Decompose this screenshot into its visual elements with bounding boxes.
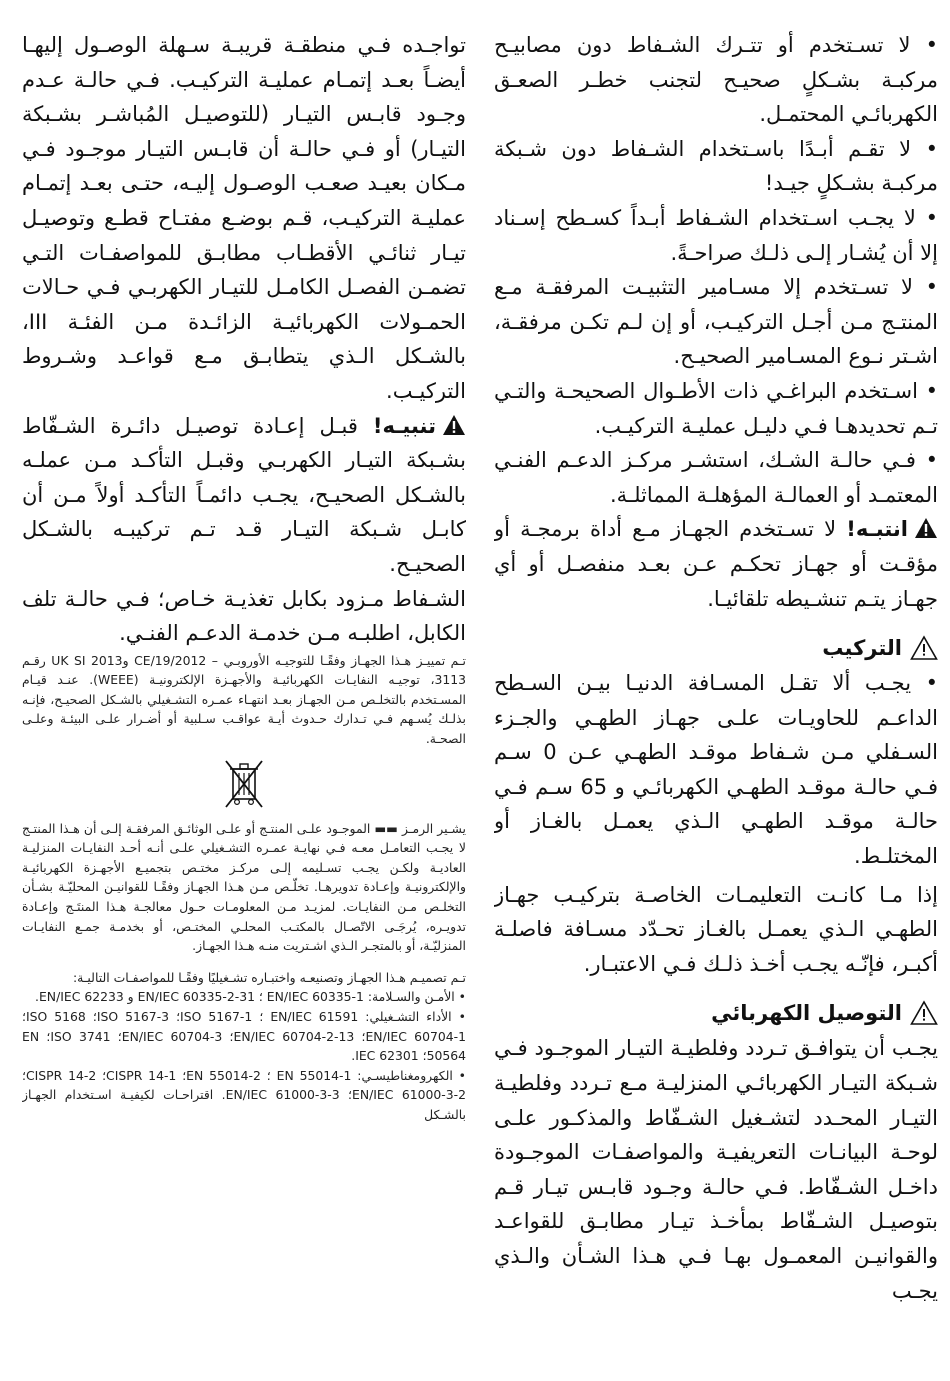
left-column — [22, 28, 466, 1371]
standards-intro: تـم تصميـم هـذا الجهـاز وتصنيعـه واختبـاره تشـغيليًا وفقًـا للمواصفـات التاليـة: — [72, 969, 466, 985]
safety-bullet: • فـي حالـة الشـك، استشـر مركـز الدعـم الفنـي المعتمـد أو العمالـة المؤهلـة المماثلـة. — [494, 448, 938, 507]
safety-bullet: • لا تسـتخدم أو تتـرك الشـفاط دون مصابيـح مركبـة بشـكلٍ صحيـح لتجنب خطـر الصعـق الكهربائـي المحتمـل. — [494, 33, 938, 127]
warning-label: انتبـه! — [846, 517, 908, 542]
warning-text: لا تسـتخدم الجهـاز مـع أداة برمجـة أو مؤقـت أو جهـاز تحكـم عـن بعـد منفصـل أو أي جهـاز يتـم تنشـيطه تلقائيـا. — [494, 517, 938, 611]
electrical-heading — [494, 995, 938, 1031]
installation-paragraph: • يجـب ألا تقـل المسـافة الدنيـا بيـن السـطح الداعـم للحاويـات علـى جهـاز الطهـي والجـزء السـفلي مـن شـفاط موقـد الطهـي عـن 0 سـم فـي حالـة موقـد الطهـي الكهربائـي و 65 سـم فـي حالـة موقـد الطهـي الـذي يعمـل بالغـاز أو المختلـط. — [494, 671, 938, 869]
warning-outline-icon — [910, 635, 938, 661]
weee-symbol-paragraph: يشـير الرمـز ▬▬ الموجـود علـى المنتـج أو علـى الوثائـق المرفقـة إلـى أن هـذا المنتـج لا يجـب التعامـل معـه فـي نهايـة عمـره التشـغيلي علـى أنـه أحـد النفايـات المنزليـة العاديـة ولكـن يجـب تسـليمه إلـى مركـز مختـص بتجميـع الأجهـزة الكهربائيـة والإلكترونيـة وإعـادة تدويرهـا. تخلّـص مـن هـذا الجهـاز وفقًـا للقوانيـن المحليّـة بشـأن التخلـص مـن النفايـات. لمزيـد مـن المعلومـات حـول معالجـة هـذا المنتَـج وإعـادة تدويـره، يُرجَـى الاتّصـال بالمكتـب المحلـي المختـص، أو بخدمـة جمـع النفايـات المنزليّـة، أو بالمتجـر الـذي اشـتريت منـه هـذا الجهـاز. — [22, 820, 466, 954]
warning-paragraph — [494, 512, 938, 616]
installation-heading — [494, 630, 938, 666]
safety-bullet: • لا يجـب اسـتخدام الشـفاط أبـداً كسـطح إسـناد إلا أن يُشـار إلـى ذلـك صراحـةً. — [494, 205, 938, 265]
installation-heading-text: التركيب — [822, 636, 902, 661]
electrical-paragraph: يجـب أن يتوافـق تـردد وفلطيـة التيـار الموجـود فـي شـبكة التيـار الكهربائـي المنزليـة مـع تـردد وفلطيـة التيـار المحـدد لتشـغيل الشـفّاط والمذكـور علـى لوحـة البيانـات التعريفيـة والمواصفـات الموجـودة داخـل الشـفّاط. فـي حالـة وجـود قابـس تيـار قـم بتوصيـل الشـفّاط بمأخـذ تيـار مطابـق للقواعـد والقوانيـن المعمـول بهـا فـي هـذا الشـأن والـذي يجـب — [494, 1036, 938, 1303]
safety-bullet: • لا تسـتخدم إلا مسـامير التثبيـت المرفقـة مـع المنتـج مـن أجـل التركيـب، أو إن لـم تكـن مرفقـة، اشـتر نـوع المسـامير الصحيـح. — [494, 275, 938, 369]
safety-bullet: • اسـتخدم البراغـي ذات الأطـوال الصحيحـة والتـي تـم تحديدهـا فـي دليـل عمليـة التركيـب. — [494, 378, 938, 438]
right-column — [494, 28, 938, 1371]
electrical-continuation: تواجـده فـي منطقـة قريبـة سـهلة الوصـول إليهـا أيضـاً بعـد إتمـام عمليـة التركيـب. فـي حالـة عـدم وجـود قابـس التيـار (للتوصيـل المُباشـر بشـبكة التيـار) أو فـي حالـة أن قابـس التيـار موجـود فـي مـكان بعيـد صعـب الوصـول إليـه، حتـى بعـد إتمـام عمليـة التركيـب، قـم بوضـع مفتـاح قطـع وتوصيـل تيـار ثنائـي الأقطـاب مطابـق للمواصفـات التـي تضمـن الفصـل الكامـل للتيـار الكهربـي فـي حـالات الحمـولات الكهربائيـة الزائـدة مـن الفئـة III، بالشـكل الـذي يتطابـق مـع قواعـد وشـروط التركيـب. — [22, 33, 466, 403]
weee-paragraph: تـم تمييـز هـذا الجهـاز وفقًـا للتوجيـه الأوروبـي – 19/2012/CE وUK SI 2013 رقـم 3113، توجيـه النفايـات الكهربائيـة والأجهـزة الإلكترونيـة (WEEE). عنـد قيـام المسـتخدم بالتخلـص مـن الجهـاز بعـد انتهـاء عمـره التشـغيلي بالشـكل الصحيـح، فإنـه بذلـك يُسـهم فـي تـدارك حـدوث أيـة عواقـب سـلبية أو أضـرار علـى البيئـة وعلـى الصحـة. — [22, 652, 466, 747]
installation-paragraph: إذا مـا كانـت التعليمـات الخاصـة بتركيـب جهـاز الطهـي الـذي يعمـل بالغـاز تحـدّد مسـافة فاصلـة أكبـر، فإنّـه يجـب أخـذ ذلـك فـي الاعتبـار. — [494, 882, 938, 976]
caution-paragraph — [22, 409, 466, 582]
warning-outline-icon — [910, 1000, 938, 1026]
cable-note: الشـفاط مـزود بكابل تغذيـة خـاص؛ فـي حالـة تلف الكابل، اطلبـه مـن خدمـة الدعـم الفنـي. — [22, 586, 466, 646]
standards-item: • الكهرومغناطيسـي: EN 55014-1 ؛ EN 55014-2؛ CISPR 14-1؛ CISPR 14-2؛ EN/IEC 61000-3-2؛ EN/IEC 61000-3-3. اقتراحـات لكيفيـة اسـتخدام الجهـاز بالشـكل — [22, 1067, 466, 1122]
electrical-heading-text: التوصيل الكهربائي — [711, 1001, 902, 1026]
crossed-out-bin-icon — [220, 757, 268, 813]
warning-filled-icon — [914, 517, 938, 539]
weee-bin-icon — [22, 757, 466, 813]
standards-item: • الأمـن والسـلامة: EN/IEC 60335-1 ؛ EN/IEC 60335-2-31 و EN/IEC 62233. — [35, 989, 466, 1005]
warning-filled-icon — [442, 414, 466, 436]
safety-bullet: • لا تقـم أبـدًا باسـتخدام الشـفاط دون شـبكة مركبـة بشـكلٍ جيـد! — [494, 136, 938, 196]
standards-item: • الأداء التشـغيلي: EN/IEC 61591 ؛ ISO 5167-1؛ ISO 5167-3؛ ISO 5168؛ EN/IEC 60704-1؛ EN/IEC 60704-2-13؛ EN/IEC 60704-3؛ ISO 3741؛ EN 50564؛ IEC 62301. — [22, 1009, 466, 1064]
caution-label: تنبيـه! — [372, 413, 436, 438]
caution-text: قبـل إعـادة توصيـل دائـرة الشـفّاط بشـبكة التيـار الكهربـي وقبـل التأكـد مـن عملـه بالشـكل الصحيـح، يجـب دائمـاً التأكـد أولاً مـن أن كابـل شـبكة التيـار قـد تـم تركيبـه بالشـكل الصحيـح. — [22, 413, 466, 576]
